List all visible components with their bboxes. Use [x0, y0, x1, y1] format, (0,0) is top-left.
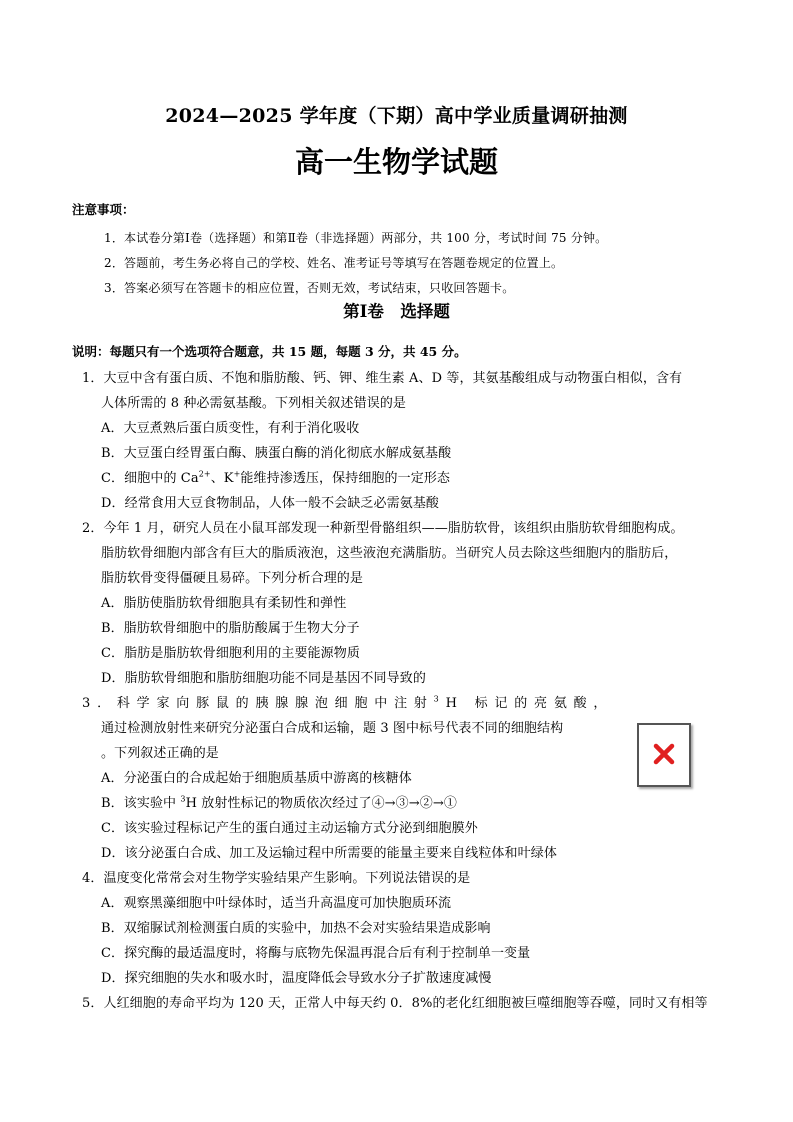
question-3-option-d: D．该分泌蛋白合成、加工及运输过程中所需要的能量主要来自线粒体和叶绿体 [101, 846, 557, 861]
question-2-stem-cont: 脂肪软骨变得僵硬且易碎。下列分析合理的是 [101, 571, 364, 586]
question-4-stem: 4．温度变化常常会对生物学实验结果产生影响。下列说法错误的是 [82, 871, 471, 886]
figure-3-placeholder [637, 723, 691, 787]
notice-item: 2．答题前，考生务必将自己的学校、姓名、准考证号等填写在答题卷规定的位置上。 [104, 256, 564, 270]
question-4-option-d: D．探究细胞的失水和吸水时，温度降低会导致水分子扩散速度减慢 [101, 971, 492, 986]
section-title: 第Ⅰ卷 选择题 [343, 302, 450, 321]
question-3-option-c: C．该实验过程标记产生的蛋白通过主动运输方式分泌到细胞膜外 [101, 821, 478, 836]
question-2-option-d: D．脂肪软骨细胞和脂肪细胞功能不同是基因不同导致的 [101, 671, 426, 686]
question-3-option-a: A．分泌蛋白的合成起始于细胞质基质中游离的核糖体 [101, 771, 412, 786]
notice-heading: 注意事项： [72, 202, 135, 217]
question-3-stem: 3．科学家向豚鼠的胰腺腺泡细胞中注射$^3$H 标记的亮氨酸， [82, 694, 614, 711]
question-4-option-c: C．探究酶的最适温度时，将酶与底物先保温再混合后有利于控制单一变量 [101, 946, 531, 961]
question-5-stem: 5．人红细胞的寿命平均为 120 天，正常人中每天约 0．8%的老化红细胞被巨噬细胞等吞噬，同时又有相等 [82, 996, 708, 1011]
question-4-option-b: B．双缩脲试剂检测蛋白质的实验中，加热不会对实验结果造成影响 [101, 921, 491, 936]
question-3-option-b: B．该实验中 $^3$H 放射性标记的物质依次经过了④→③→②→① [101, 794, 457, 811]
question-2-option-a: A．脂肪使脂肪软骨细胞具有柔韧性和弹性 [101, 596, 347, 611]
question-1-stem-cont: 人体所需的 8 种必需氨基酸。下列相关叙述错误的是 [101, 396, 407, 411]
question-1-option-a: A．大豆煮熟后蛋白质变性，有利于消化吸收 [101, 421, 360, 436]
question-1-option-c: C．细胞中的 $Ca^{2+}$、K+能维持渗透压，保持细胞的一定形态 [101, 469, 451, 486]
question-3-stem-cont: 。下列叙述正确的是 [101, 746, 219, 761]
question-1-option-d: D．经常食用大豆食物制品，人体一般不会缺乏必需氨基酸 [101, 496, 440, 511]
question-2-stem: 2．今年 1 月，研究人员在小鼠耳部发现一种新型骨骼组织——脂肪软骨，该组织由脂肪软骨细胞构成。 [82, 521, 684, 536]
notice-item: 1．本试卷分第Ⅰ卷（选择题）和第Ⅱ卷（非选择题）两部分，共 100 分，考试时间 75 分钟。 [104, 231, 608, 245]
question-1-stem: 1．大豆中含有蛋白质、不饱和脂肪酸、钙、钾、维生素 A、D 等，其氨基酸组成与动物蛋白相似，含有 [82, 371, 683, 386]
question-2-option-c: C．脂肪是脂肪软骨细胞利用的主要能源物质 [101, 646, 360, 661]
question-2-stem-cont: 脂肪软骨细胞内部含有巨大的脂质液泡，这些液泡充满脂肪。当研究人员去除这些细胞内的脂肪后， [101, 546, 678, 561]
question-2-option-b: B．脂肪软骨细胞中的脂肪酸属于生物大分子 [101, 621, 360, 636]
subject-title: 高一生物学试题 [294, 145, 498, 179]
question-4-option-a: A．观察黑藻细胞中叶绿体时，适当升高温度可加快胞质环流 [101, 896, 452, 911]
broken-image-icon [639, 725, 689, 785]
notice-item: 3．答案必须写在答题卡的相应位置，否则无效，考试结束，只收回答题卡。 [104, 281, 515, 295]
exam-title: 2024—2025 学年度（下期）高中学业质量调研抽测 [165, 105, 628, 127]
question-3-stem-cont: 通过检测放射性来研究分泌蛋白合成和运输，题 3 图中标号代表不同的细胞结构 [101, 721, 564, 736]
question-1-option-b: B．大豆蛋白经胃蛋白酶、胰蛋白酶的消化彻底水解成氨基酸 [101, 446, 452, 461]
section-instruction: 说明：每题只有一个选项符合题意，共 15 题，每题 3 分，共 45 分。 [72, 344, 467, 359]
